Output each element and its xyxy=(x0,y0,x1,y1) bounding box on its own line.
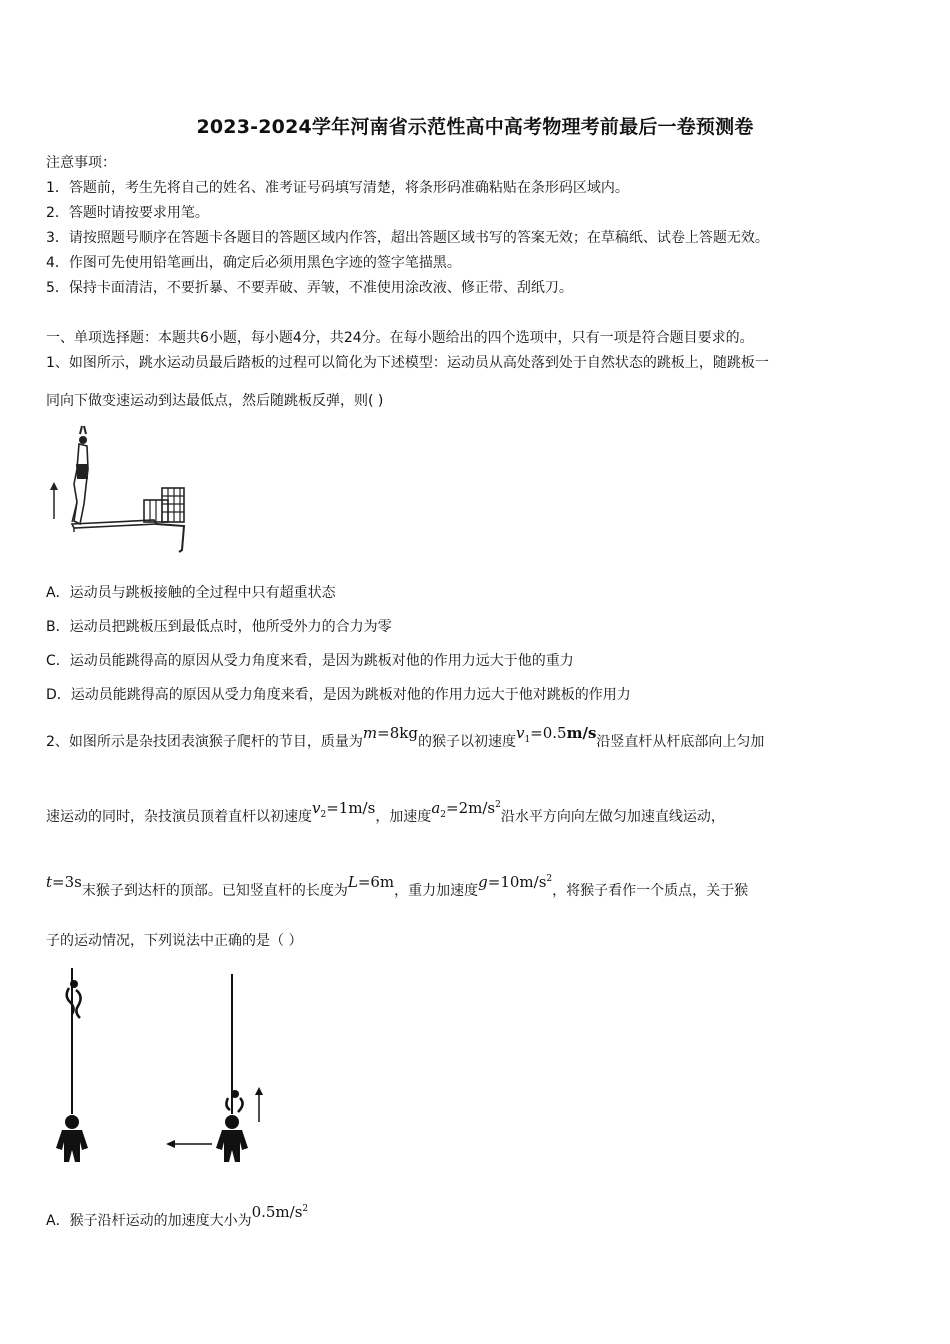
q1-option-b: B．运动员把跳板压到最低点时，他所受外力的合力为零 xyxy=(46,619,392,635)
gravity-sup: 2 xyxy=(546,874,553,884)
v1-value: =0.5 xyxy=(530,724,567,742)
q2-text-2a: 速运动的同时，杂技演员顶着直杆以初速度 xyxy=(46,809,312,825)
v1-unit: m/s xyxy=(566,724,597,742)
q2-text-1a: 2、如图所示是杂技团表演猴子爬杆的节目，质量为 xyxy=(46,734,363,750)
gravity-formula xyxy=(478,873,552,891)
v1-var: v xyxy=(515,724,525,742)
a2-sup: 2 xyxy=(495,800,501,810)
notice-heading: 注意事项： xyxy=(46,155,116,171)
t-var: t xyxy=(46,873,53,891)
q2-option-a-sup: 2 xyxy=(302,1204,309,1214)
q2-option-a xyxy=(46,1203,309,1230)
notice-item-1: 1．答题前，考生先将自己的姓名、准考证号码填写清楚，将条形码准确粘贴在条形码区域内。 xyxy=(46,180,629,196)
length-var: L xyxy=(347,873,358,891)
t-value: =3s xyxy=(52,873,82,891)
v1-sub: 1 xyxy=(524,735,531,745)
q2-option-a-text: A．猴子沿杆运动的加速度大小为 xyxy=(46,1213,252,1229)
gravity-var: g xyxy=(478,873,488,891)
q2-text-3a: 末猴子到达杆的顶部。已知竖直杆的长度为 xyxy=(81,883,348,899)
length-formula xyxy=(348,873,394,891)
mass-var: m xyxy=(362,724,378,742)
q2-text-3b: ，重力加速度 xyxy=(394,883,479,899)
page-title: 2023-2024学年河南省示范性高中高考物理考前最后一卷预测卷 xyxy=(196,116,754,138)
q2-stem-line2 xyxy=(46,799,725,828)
mass-formula xyxy=(363,724,418,742)
v2-var: v xyxy=(312,799,321,817)
q2-text-1c: 沿竖直杆从杆底部向上匀加 xyxy=(596,734,765,750)
q2-stem-line1 xyxy=(46,724,765,753)
q1-stem-line1: 1、如图所示，跳水运动员最后踏板的过程可以简化为下述模型：运动员从高处落到处于自然状态的跳板上，随跳板一 xyxy=(46,355,769,371)
monkey-pole-figure xyxy=(50,964,280,1174)
t-formula xyxy=(46,873,82,891)
a2-sub: 2 xyxy=(440,810,446,820)
v2-value: =1m/s xyxy=(326,799,376,817)
notice-item-3: 3．请按照题号顺序在答题卡各题目的答题区域内作答，超出答题区域书写的答案无效；在草稿纸、试卷上答题无效。 xyxy=(46,230,769,246)
notice-item-5: 5．保持卡面清洁，不要折暴、不要弄破、弄皱，不准使用涂改液、修正带、刮纸刀。 xyxy=(46,280,573,296)
q2-text-2b: ，加速度 xyxy=(375,809,432,825)
q2-text-2c: 沿水平方向向左做匀加速直线运动， xyxy=(500,809,725,825)
q1-option-a: A．运动员与跳板接触的全过程中只有超重状态 xyxy=(46,585,336,601)
q1-stem-line2: 同向下做变速运动到达最低点，然后随跳板反弹，则( ) xyxy=(46,393,384,409)
diver-springboard-figure xyxy=(44,424,194,564)
q1-option-c: C．运动员能跳得高的原因从受力角度来看，是因为跳板对他的作用力远大于他的重力 xyxy=(46,653,574,669)
q2-text-3c: ，将猴子看作一个质点，关于猴 xyxy=(552,883,749,899)
a2-var: a xyxy=(431,799,441,817)
v2-formula xyxy=(312,799,376,820)
q2-stem-line4: 子的运动情况，下列说法中正确的是（ ） xyxy=(46,933,303,949)
q2-option-a-value: 0.5m/s xyxy=(251,1203,303,1221)
length-value: =6m xyxy=(357,873,395,891)
mass-value: =8kg xyxy=(377,724,418,742)
q2-option-a-formula xyxy=(252,1203,309,1221)
notice-item-4: 4．作图可先使用铅笔画出，确定后必须用黑色字迹的签字笔描黑。 xyxy=(46,255,461,271)
v2-sub: 2 xyxy=(320,810,327,820)
section-heading: 一、单项选择题：本题共6小题，每小题4分，共24分。在每小题给出的四个选项中，只有一项是符合题目要求的。 xyxy=(46,330,754,346)
q2-stem-line3 xyxy=(46,873,749,900)
notice-item-2: 2．答题时请按要求用笔。 xyxy=(46,205,209,221)
v1-formula xyxy=(515,724,597,745)
gravity-value: =10m/s xyxy=(487,873,547,891)
q2-text-1b: 的猴子以初速度 xyxy=(417,734,516,750)
a2-formula xyxy=(431,799,501,820)
a2-value: =2m/s xyxy=(446,799,496,817)
q1-option-d: D．运动员能跳得高的原因从受力角度来看，是因为跳板对他的作用力远大于他对跳板的作用力 xyxy=(46,687,631,703)
